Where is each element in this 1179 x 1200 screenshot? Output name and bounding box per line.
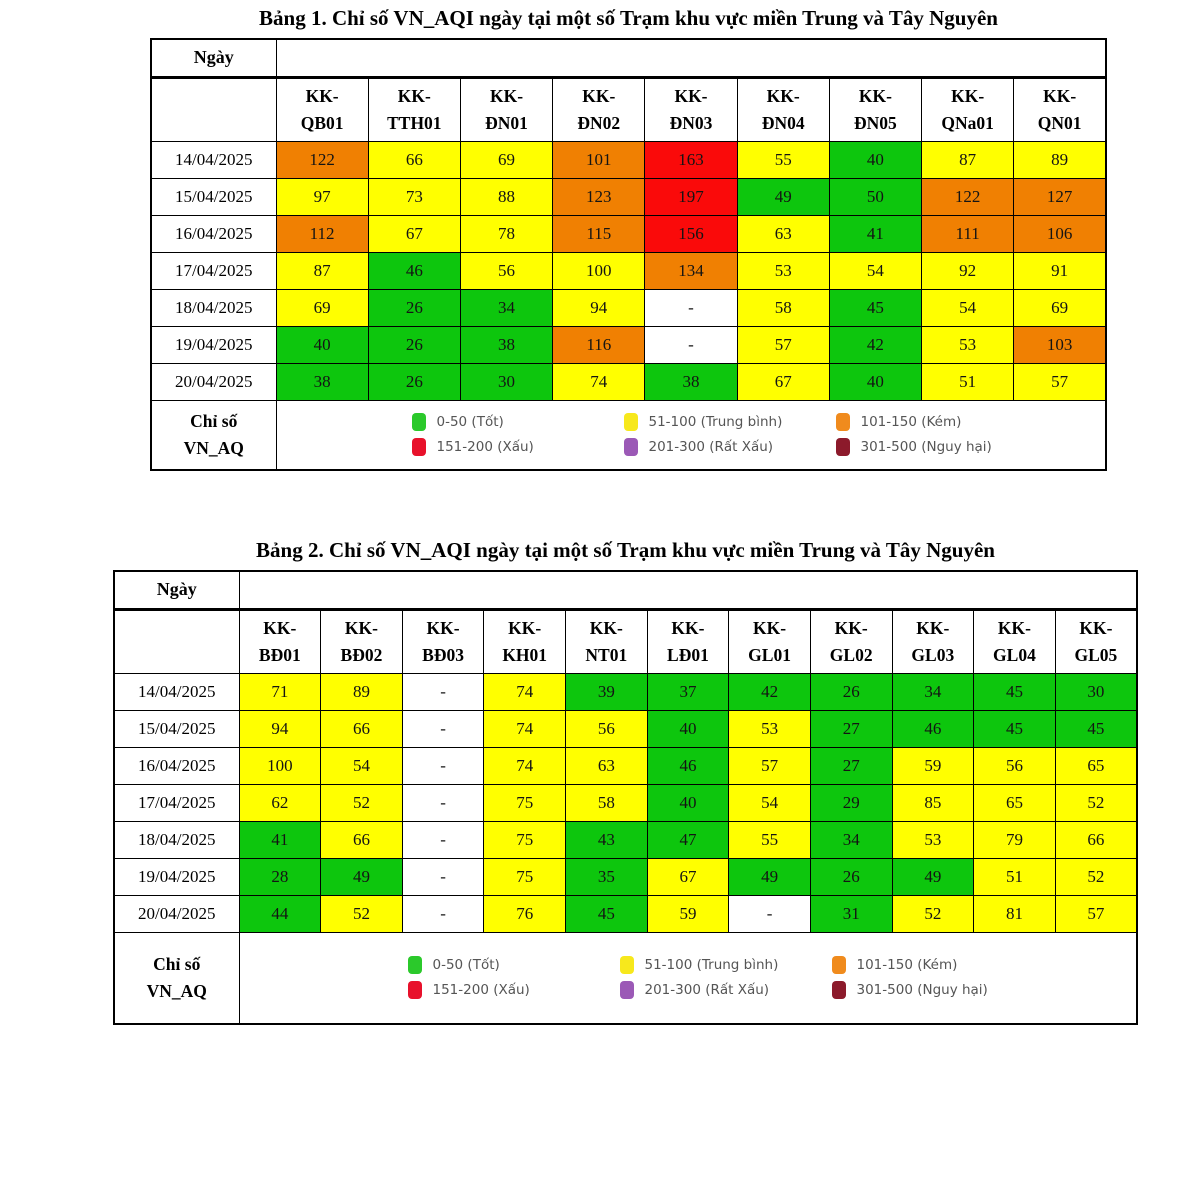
aqi-value-cell: 45 [1055, 710, 1137, 747]
date-cell: 17/04/2025 [151, 252, 276, 289]
table-row [114, 673, 1137, 710]
legend-item [624, 413, 836, 431]
legend-item [836, 413, 1066, 431]
station-prefix: KK- [916, 618, 950, 639]
legend-color-swatch-icon [620, 956, 634, 974]
legend-color-swatch-icon [832, 981, 846, 999]
aqi-value-cell: 76 [484, 895, 566, 932]
aqi-value-cell: 67 [737, 363, 829, 400]
station-header-cell [321, 609, 403, 673]
aqi-value-cell: 66 [321, 821, 403, 858]
aqi-table-2 [113, 570, 1138, 1025]
legend-item [408, 981, 620, 999]
aqi-value-cell: 122 [276, 141, 368, 178]
aqi-value-cell: 91 [1014, 252, 1106, 289]
station-header-cell [566, 609, 648, 673]
station-prefix: KK- [582, 86, 616, 107]
aqi-value-cell: 46 [647, 747, 729, 784]
aqi-value-cell: 89 [321, 673, 403, 710]
aqi-value-cell: 28 [239, 858, 321, 895]
date-cell: 15/04/2025 [151, 178, 276, 215]
station-header-cell [892, 609, 974, 673]
legend-item-label: 0-50 (Tốt) [432, 957, 500, 974]
aqi-value-cell: 116 [553, 326, 645, 363]
station-code: NT01 [585, 644, 628, 665]
aqi-value-cell: 81 [974, 895, 1056, 932]
station-code: ĐN04 [761, 112, 805, 133]
aqi-value-cell: 53 [922, 326, 1014, 363]
aqi-value-cell: 46 [368, 252, 460, 289]
table-row [151, 141, 1106, 178]
aqi-value-cell: 134 [645, 252, 737, 289]
ngay-row [151, 39, 1106, 77]
aqi-value-cell: - [645, 326, 737, 363]
aqi-value-cell: 35 [566, 858, 648, 895]
aqi-value-cell: 53 [729, 710, 811, 747]
aqi-value-cell: 100 [553, 252, 645, 289]
aqi-value-cell: 29 [810, 784, 892, 821]
legend-color-swatch-icon [836, 438, 850, 456]
aqi-value-cell: - [402, 747, 484, 784]
aqi-value-cell: 94 [239, 710, 321, 747]
aqi-value-cell: 74 [484, 747, 566, 784]
header-spacer-cell [239, 571, 1137, 609]
table2-title: Bảng 2. Chỉ số VN_AQI ngày tại một số Trạm khu vực miền Trung và Tây Nguyên [256, 538, 995, 562]
aqi-value-cell: 57 [1055, 895, 1137, 932]
table-row [151, 326, 1106, 363]
station-code: QNa01 [941, 112, 994, 133]
station-code: BĐ03 [422, 644, 464, 665]
aqi-value-cell: 39 [566, 673, 648, 710]
station-header-row [151, 77, 1106, 141]
station-header-cell [239, 609, 321, 673]
legend-item-label: 201-300 (Rất Xấu) [644, 982, 770, 999]
aqi-value-cell: 26 [810, 858, 892, 895]
date-cell: 14/04/2025 [151, 141, 276, 178]
table-block-1 [150, 3, 1107, 471]
aqi-value-cell: 87 [922, 141, 1014, 178]
station-header-cell [729, 609, 811, 673]
aqi-value-cell: 74 [484, 710, 566, 747]
aqi-value-cell: 53 [892, 821, 974, 858]
aqi-value-cell: 38 [645, 363, 737, 400]
aqi-value-cell: 34 [460, 289, 552, 326]
aqi-value-cell: 75 [484, 858, 566, 895]
aqi-value-cell: 69 [276, 289, 368, 326]
aqi-value-cell: 52 [321, 895, 403, 932]
aqi-value-cell: - [402, 821, 484, 858]
aqi-value-cell: 197 [645, 178, 737, 215]
legend-item-label: 101-150 (Kém) [856, 957, 958, 974]
aqi-value-cell: 46 [892, 710, 974, 747]
aqi-value-cell: 87 [276, 252, 368, 289]
date-cell: 18/04/2025 [151, 289, 276, 326]
date-column-header: Ngày [114, 571, 239, 609]
aqi-value-cell: - [729, 895, 811, 932]
aqi-value-cell: 45 [566, 895, 648, 932]
legend-content-cell [276, 400, 1106, 470]
aqi-value-cell: 45 [974, 710, 1056, 747]
station-header-cell [402, 609, 484, 673]
station-header-cell [829, 77, 921, 141]
station-code: GL04 [993, 644, 1036, 665]
legend-color-swatch-icon [408, 956, 422, 974]
legend-color-swatch-icon [832, 956, 846, 974]
station-header-cell [974, 609, 1056, 673]
aqi-value-cell: 34 [810, 821, 892, 858]
station-prefix: KK- [997, 618, 1031, 639]
aqi-value-cell: 59 [892, 747, 974, 784]
date-cell: 15/04/2025 [114, 710, 239, 747]
date-cell: 19/04/2025 [151, 326, 276, 363]
date-cell: 16/04/2025 [114, 747, 239, 784]
aqi-value-cell: 74 [484, 673, 566, 710]
station-header-cell [484, 609, 566, 673]
legend-item-label: 201-300 (Rất Xấu) [648, 439, 774, 456]
aqi-value-cell: - [402, 858, 484, 895]
station-header-cell [645, 77, 737, 141]
date-cell: 20/04/2025 [151, 363, 276, 400]
aqi-value-cell: 40 [829, 363, 921, 400]
aqi-value-cell: 69 [1014, 289, 1106, 326]
table-row [114, 710, 1137, 747]
station-code: GL05 [1074, 644, 1118, 665]
station-code: GL03 [911, 644, 955, 665]
legend-label-line1: Chỉ số [190, 410, 238, 431]
station-prefix: KK- [490, 86, 524, 107]
aqi-value-cell: 57 [1014, 363, 1106, 400]
aqi-value-cell: 62 [239, 784, 321, 821]
station-code: QN01 [1037, 112, 1082, 133]
aqi-value-cell: 43 [566, 821, 648, 858]
aqi-value-cell: - [645, 289, 737, 326]
aqi-value-cell: - [402, 710, 484, 747]
aqi-value-cell: 111 [922, 215, 1014, 252]
date-cell: 16/04/2025 [151, 215, 276, 252]
legend-grid [277, 413, 1106, 456]
legend-item [620, 981, 832, 999]
aqi-value-cell: - [402, 673, 484, 710]
aqi-value-cell: 94 [553, 289, 645, 326]
aqi-value-cell: 112 [276, 215, 368, 252]
aqi-value-cell: 71 [239, 673, 321, 710]
table-row [114, 858, 1137, 895]
aqi-value-cell: 123 [553, 178, 645, 215]
station-header-cell [737, 77, 829, 141]
station-prefix: KK- [834, 618, 868, 639]
legend-item [624, 438, 836, 456]
station-prefix: KK- [858, 86, 892, 107]
legend-item-label: 301-500 (Nguy hại) [856, 982, 988, 999]
station-header-cell [1014, 77, 1106, 141]
aqi-value-cell: 27 [810, 747, 892, 784]
legend-item [832, 981, 1062, 999]
aqi-value-cell: 88 [460, 178, 552, 215]
aqi-value-cell: 49 [737, 178, 829, 215]
station-header-spacer-cell [114, 609, 239, 673]
aqi-value-cell: 37 [647, 673, 729, 710]
legend-row [114, 932, 1137, 1024]
aqi-value-cell: 40 [647, 784, 729, 821]
aqi-value-cell: 51 [974, 858, 1056, 895]
header-spacer-cell [276, 39, 1106, 77]
table-row [114, 747, 1137, 784]
aqi-value-cell: 55 [737, 141, 829, 178]
station-prefix: KK- [508, 618, 542, 639]
aqi-value-cell: 63 [737, 215, 829, 252]
station-header-cell [922, 77, 1014, 141]
station-code: ĐN02 [577, 112, 621, 133]
aqi-value-cell: 56 [566, 710, 648, 747]
aqi-value-cell: 26 [368, 363, 460, 400]
table-block-2 [113, 534, 1138, 1025]
legend-color-swatch-icon [412, 413, 426, 431]
station-code: BĐ01 [258, 644, 301, 665]
station-prefix: KK- [766, 86, 800, 107]
aqi-value-cell: 49 [321, 858, 403, 895]
date-cell: 19/04/2025 [114, 858, 239, 895]
station-prefix: KK- [589, 618, 623, 639]
aqi-value-cell: 79 [974, 821, 1056, 858]
station-header-row [114, 609, 1137, 673]
legend-item [408, 956, 620, 974]
legend-item [620, 956, 832, 974]
aqi-value-cell: 54 [321, 747, 403, 784]
station-code: KH01 [502, 644, 548, 665]
station-prefix: KK- [753, 618, 787, 639]
date-cell: 18/04/2025 [114, 821, 239, 858]
aqi-value-cell: 44 [239, 895, 321, 932]
station-prefix: KK- [344, 618, 378, 639]
aqi-value-cell: - [402, 784, 484, 821]
aqi-value-cell: 42 [829, 326, 921, 363]
legend-item [832, 956, 1062, 974]
aqi-value-cell: 66 [368, 141, 460, 178]
aqi-value-cell: 75 [484, 784, 566, 821]
legend-label-line2: VN_AQ [183, 437, 244, 458]
aqi-value-cell: 122 [922, 178, 1014, 215]
aqi-table-1 [150, 38, 1107, 471]
legend-label-line1: Chỉ số [153, 953, 201, 974]
date-cell: 17/04/2025 [114, 784, 239, 821]
station-code: ĐN03 [669, 112, 713, 133]
station-prefix: KK- [1079, 618, 1113, 639]
legend-item-label: 101-150 (Kém) [860, 414, 962, 431]
aqi-value-cell: 31 [810, 895, 892, 932]
aqi-value-cell: 74 [553, 363, 645, 400]
date-cell: 20/04/2025 [114, 895, 239, 932]
aqi-value-cell: 59 [647, 895, 729, 932]
legend-color-swatch-icon [624, 438, 638, 456]
aqi-value-cell: 49 [892, 858, 974, 895]
aqi-value-cell: 85 [892, 784, 974, 821]
aqi-value-cell: 40 [276, 326, 368, 363]
aqi-value-cell: 54 [729, 784, 811, 821]
aqi-value-cell: 58 [737, 289, 829, 326]
aqi-value-cell: 56 [974, 747, 1056, 784]
aqi-value-cell: 66 [1055, 821, 1137, 858]
aqi-value-cell: 49 [729, 858, 811, 895]
aqi-value-cell: 50 [829, 178, 921, 215]
aqi-value-cell: 156 [645, 215, 737, 252]
legend-item [412, 438, 624, 456]
station-prefix: KK- [397, 86, 431, 107]
table-row [114, 784, 1137, 821]
station-code: GL02 [829, 644, 873, 665]
aqi-value-cell: 38 [276, 363, 368, 400]
aqi-value-cell: 97 [276, 178, 368, 215]
aqi-value-cell: 54 [829, 252, 921, 289]
table-row [151, 252, 1106, 289]
legend-row [151, 400, 1106, 470]
station-header-cell [553, 77, 645, 141]
aqi-value-cell: 30 [460, 363, 552, 400]
station-prefix: KK- [305, 86, 339, 107]
station-prefix: KK- [263, 618, 297, 639]
aqi-value-cell: 27 [810, 710, 892, 747]
ngay-row [114, 571, 1137, 609]
legend-label-cell [151, 400, 276, 470]
aqi-value-cell: 51 [922, 363, 1014, 400]
legend-item-label: 0-50 (Tốt) [436, 414, 504, 431]
date-column-header: Ngày [151, 39, 276, 77]
aqi-value-cell: 75 [484, 821, 566, 858]
aqi-value-cell: 115 [553, 215, 645, 252]
legend-item-label: 51-100 (Trung bình) [644, 957, 779, 974]
aqi-value-cell: 67 [368, 215, 460, 252]
aqi-value-cell: 52 [321, 784, 403, 821]
station-prefix: KK- [951, 86, 985, 107]
aqi-value-cell: 58 [566, 784, 648, 821]
legend-grid [240, 956, 1137, 999]
aqi-value-cell: 52 [892, 895, 974, 932]
legend-item-label: 151-200 (Xấu) [436, 439, 534, 456]
aqi-value-cell: 101 [553, 141, 645, 178]
aqi-value-cell: 45 [829, 289, 921, 326]
table1-title: Bảng 1. Chỉ số VN_AQI ngày tại một số Trạm khu vực miền Trung và Tây Nguyên [259, 6, 998, 30]
table-row [151, 215, 1106, 252]
aqi-value-cell: 40 [829, 141, 921, 178]
date-cell: 14/04/2025 [114, 673, 239, 710]
legend-color-swatch-icon [836, 413, 850, 431]
aqi-value-cell: 30 [1055, 673, 1137, 710]
station-prefix: KK- [674, 86, 708, 107]
legend-label-cell [114, 932, 239, 1024]
aqi-value-cell: 42 [729, 673, 811, 710]
station-prefix: KK- [671, 618, 705, 639]
legend-content-cell [239, 932, 1137, 1024]
station-code: TTH01 [387, 112, 442, 133]
station-prefix: KK- [1043, 86, 1077, 107]
aqi-value-cell: 53 [737, 252, 829, 289]
station-header-cell [368, 77, 460, 141]
station-header-cell [460, 77, 552, 141]
aqi-value-cell: 106 [1014, 215, 1106, 252]
aqi-value-cell: 47 [647, 821, 729, 858]
aqi-value-cell: 41 [829, 215, 921, 252]
table-row [151, 363, 1106, 400]
legend-item [412, 413, 624, 431]
aqi-value-cell: 26 [368, 326, 460, 363]
station-code: GL01 [748, 644, 791, 665]
aqi-value-cell: 55 [729, 821, 811, 858]
legend-item [836, 438, 1066, 456]
station-header-cell [647, 609, 729, 673]
legend-item-label: 51-100 (Trung bình) [648, 414, 783, 431]
aqi-value-cell: 38 [460, 326, 552, 363]
legend-color-swatch-icon [408, 981, 422, 999]
aqi-value-cell: 66 [321, 710, 403, 747]
aqi-value-cell: 52 [1055, 858, 1137, 895]
legend-color-swatch-icon [620, 981, 634, 999]
legend-item-label: 151-200 (Xấu) [432, 982, 530, 999]
legend-color-swatch-icon [412, 438, 426, 456]
aqi-value-cell: 78 [460, 215, 552, 252]
aqi-value-cell: 40 [647, 710, 729, 747]
aqi-value-cell: 103 [1014, 326, 1106, 363]
aqi-value-cell: 34 [892, 673, 974, 710]
aqi-value-cell: 56 [460, 252, 552, 289]
table-row [151, 178, 1106, 215]
station-code: BĐ02 [340, 644, 383, 665]
aqi-value-cell: 57 [729, 747, 811, 784]
aqi-value-cell: 65 [974, 784, 1056, 821]
aqi-value-cell: 57 [737, 326, 829, 363]
aqi-value-cell: - [402, 895, 484, 932]
aqi-value-cell: 65 [1055, 747, 1137, 784]
aqi-value-cell: 41 [239, 821, 321, 858]
station-code: ĐN05 [854, 112, 897, 133]
aqi-value-cell: 69 [460, 141, 552, 178]
aqi-value-cell: 127 [1014, 178, 1106, 215]
aqi-value-cell: 26 [368, 289, 460, 326]
aqi-value-cell: 100 [239, 747, 321, 784]
aqi-value-cell: 52 [1055, 784, 1137, 821]
aqi-value-cell: 163 [645, 141, 737, 178]
aqi-value-cell: 26 [810, 673, 892, 710]
table-row [151, 289, 1106, 326]
aqi-value-cell: 73 [368, 178, 460, 215]
aqi-value-cell: 63 [566, 747, 648, 784]
station-prefix: KK- [426, 618, 460, 639]
aqi-value-cell: 45 [974, 673, 1056, 710]
station-code: LĐ01 [667, 644, 709, 665]
station-header-cell [276, 77, 368, 141]
station-code: QB01 [300, 112, 344, 133]
aqi-value-cell: 67 [647, 858, 729, 895]
legend-label-line2: VN_AQ [146, 980, 207, 1001]
table-row [114, 895, 1137, 932]
station-header-cell [1055, 609, 1137, 673]
table-row [114, 821, 1137, 858]
legend-item-label: 301-500 (Nguy hại) [860, 439, 992, 456]
aqi-value-cell: 89 [1014, 141, 1106, 178]
legend-color-swatch-icon [624, 413, 638, 431]
station-header-cell [810, 609, 892, 673]
station-header-spacer-cell [151, 77, 276, 141]
aqi-value-cell: 92 [922, 252, 1014, 289]
aqi-value-cell: 54 [922, 289, 1014, 326]
station-code: ĐN01 [485, 112, 528, 133]
